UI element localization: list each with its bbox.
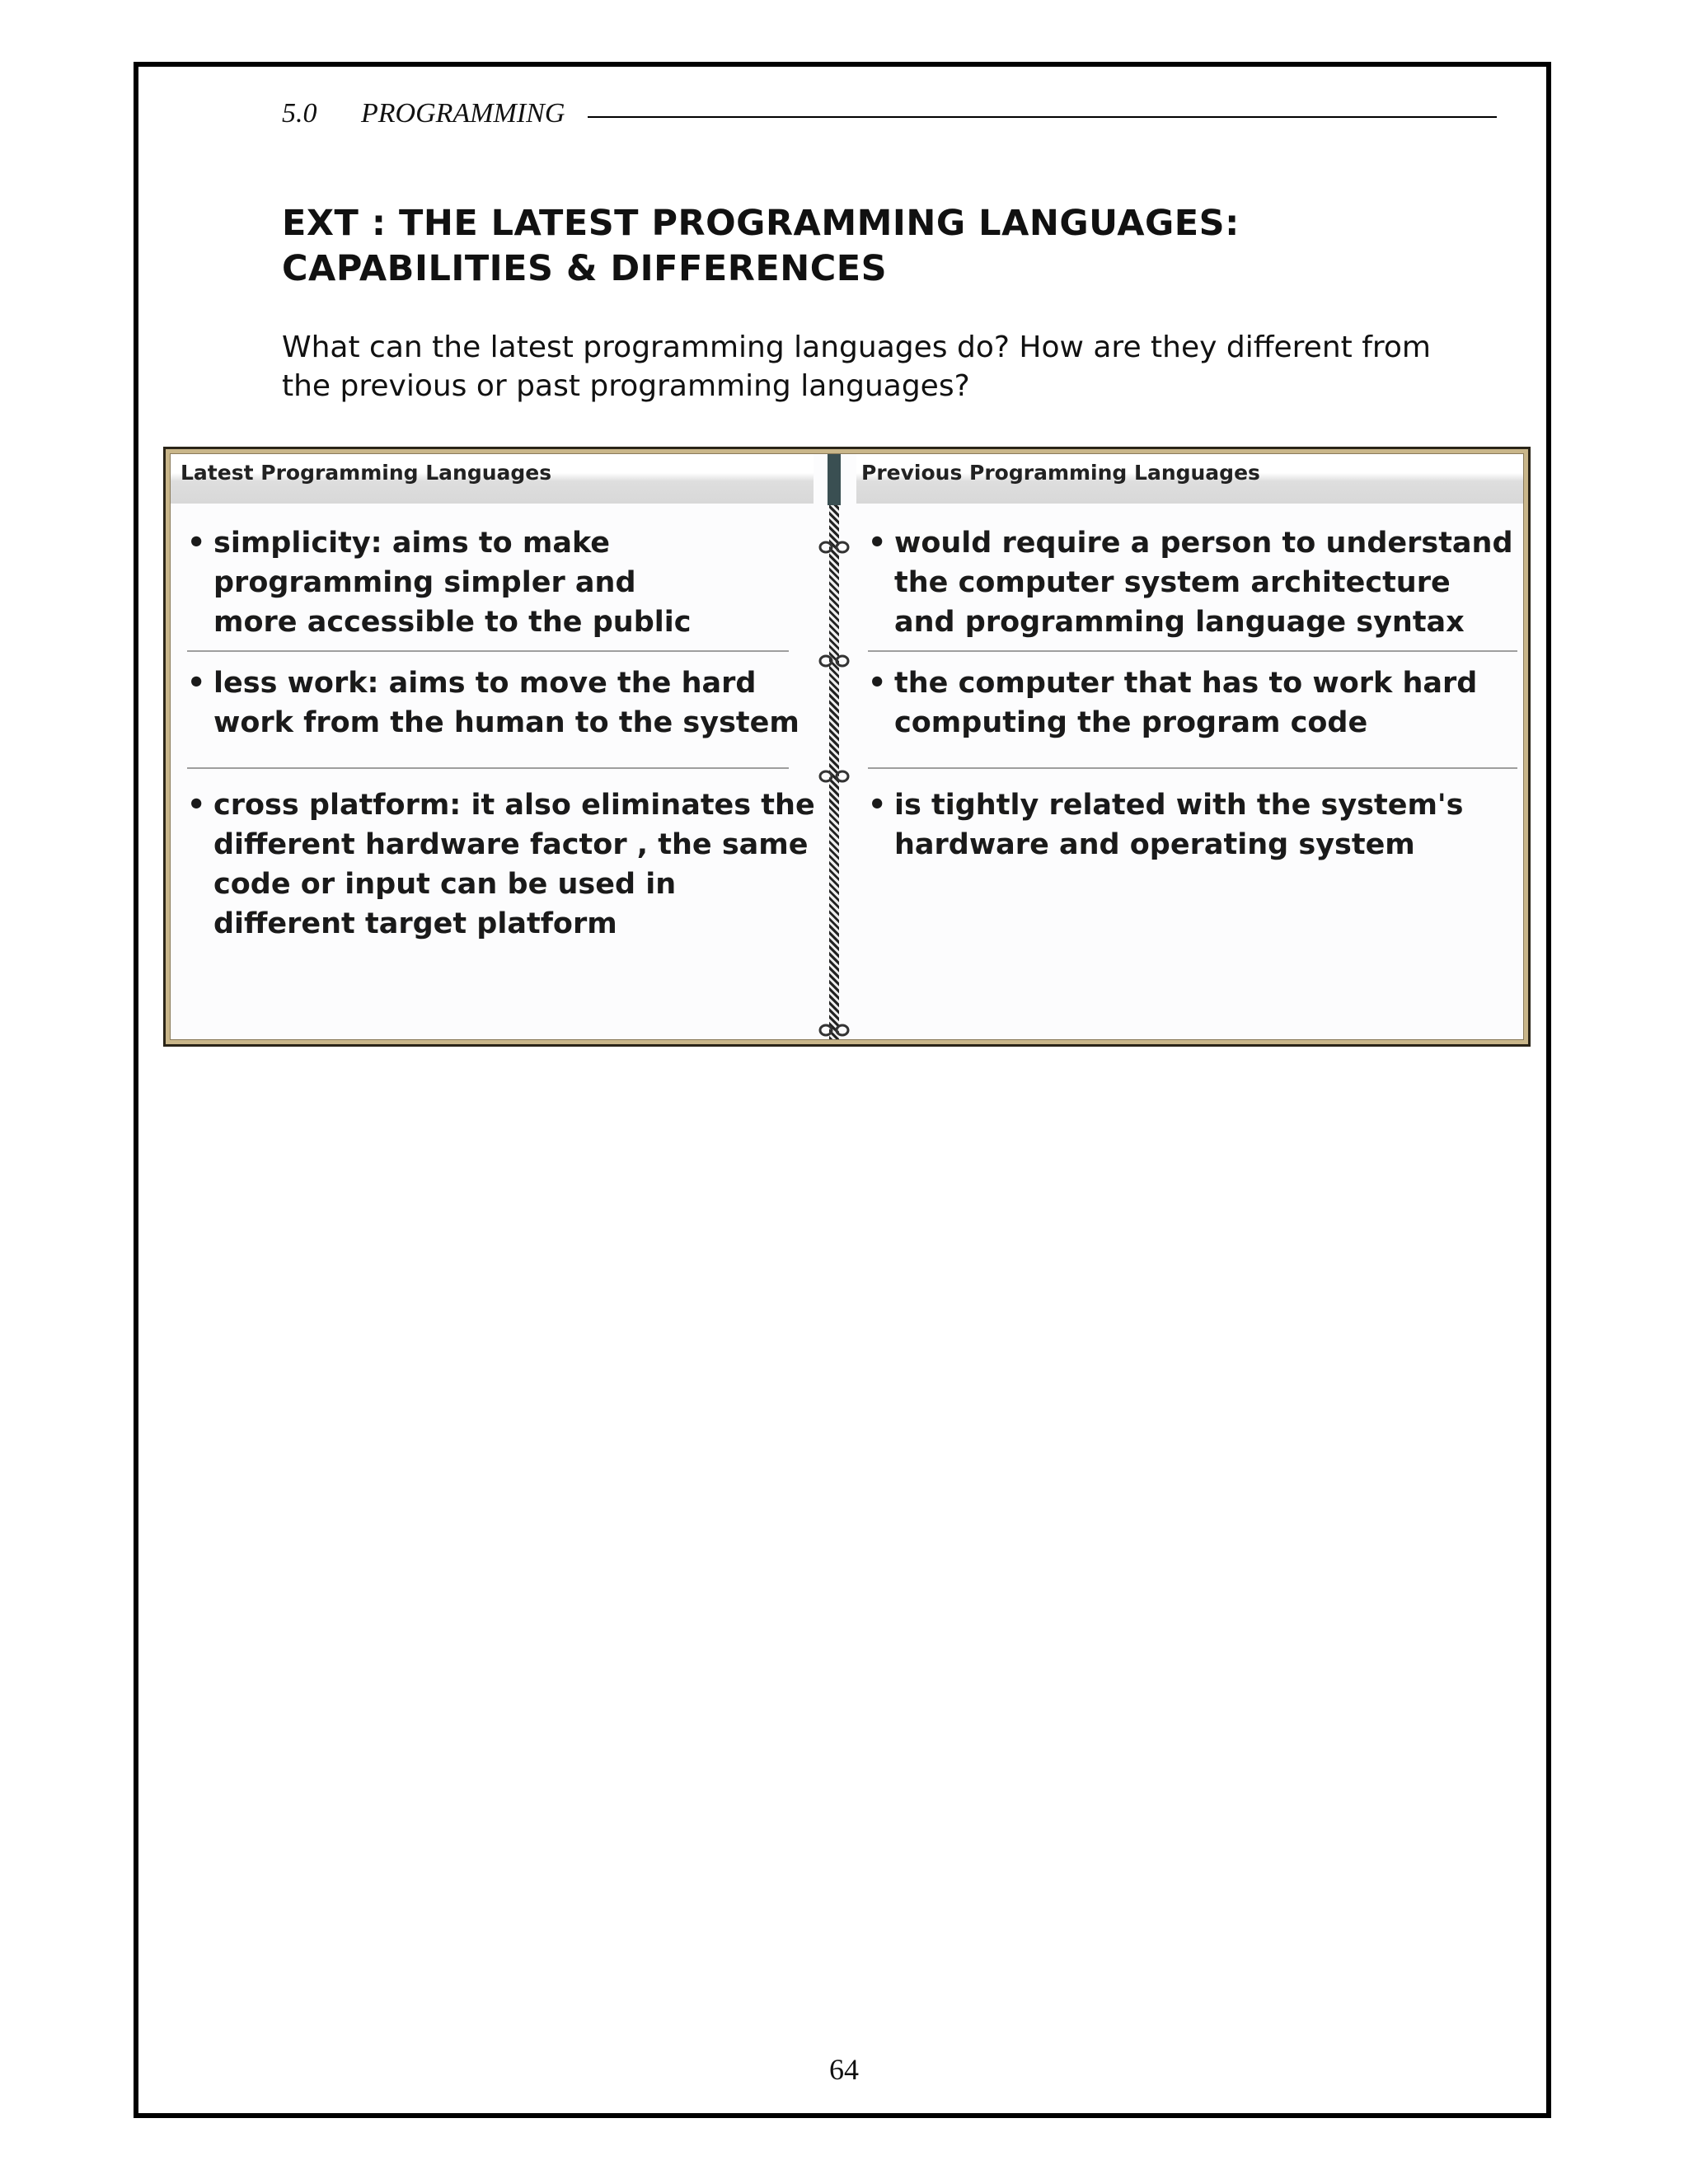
item-line: different target platform [213,907,617,940]
bullet-icon: • [868,789,887,822]
bullet-icon: • [187,667,206,700]
list-item [187,663,799,769]
page-title-line-1: EXT : THE LATEST PROGRAMMING LANGUAGES: [282,203,1240,244]
item-line: programming simpler and [213,566,636,599]
binding-cap [828,454,841,505]
item-line: cross platform: it also eliminates the [213,789,815,822]
item-line: more accessible to the public [213,606,692,639]
page-title-line-2: CAPABILITIES & DIFFERENCES [282,248,888,289]
intro-line-2: the previous or past programming languages? [282,369,970,403]
item-line: work from the human to the system [213,706,799,739]
item-line: is tightly related with the system's [894,789,1464,822]
section-title: PROGRAMMING [361,98,565,129]
list-item [868,523,1517,652]
binding-ring-icon [818,652,850,670]
list-item [187,523,789,652]
item-line: computing the program code [894,706,1368,739]
item-line: simplicity: aims to make [213,527,611,560]
list-item [868,785,1517,865]
bullet-icon: • [868,667,887,700]
bullet-icon: • [868,527,887,560]
intro-paragraph [282,328,1502,405]
latest-column-header [171,454,814,504]
spiral-binding [818,454,850,1039]
latest-column-heading: Latest Programming Languages [181,461,552,485]
list-item [187,785,815,944]
list-item [868,663,1517,769]
previous-items-list [868,523,1517,865]
header-rule [588,116,1497,118]
item-line: the computer system architecture [894,566,1451,599]
previous-languages-column [856,454,1524,1039]
previous-column-header [856,454,1524,504]
latest-languages-column [171,454,814,1039]
bullet-icon: • [187,789,206,822]
binding-ring-icon [818,1021,850,1039]
comparison-slide [170,453,1524,1040]
item-line: hardware and operating system [894,828,1415,861]
intro-line-1: What can the latest programming languages do? How are they different from [282,330,1431,364]
latest-items-list [187,523,815,944]
bullet-icon: • [187,527,206,560]
previous-column-heading: Previous Programming Languages [861,461,1260,485]
page-number: 64 [829,2053,859,2086]
item-line: the computer that has to work hard [894,667,1478,700]
comparison-figure [163,447,1531,1047]
section-number: 5.0 [282,98,317,129]
item-line: less work: aims to move the hard [213,667,757,700]
page-title [282,201,1502,292]
item-line: different hardware factor , the same [213,828,809,861]
item-line: would require a person to understand [894,527,1513,560]
binding-ring-icon [818,538,850,556]
running-header [282,92,1497,135]
item-line: code or input can be used in [213,868,677,901]
item-line: and programming language syntax [894,606,1465,639]
binding-ring-icon [818,767,850,785]
